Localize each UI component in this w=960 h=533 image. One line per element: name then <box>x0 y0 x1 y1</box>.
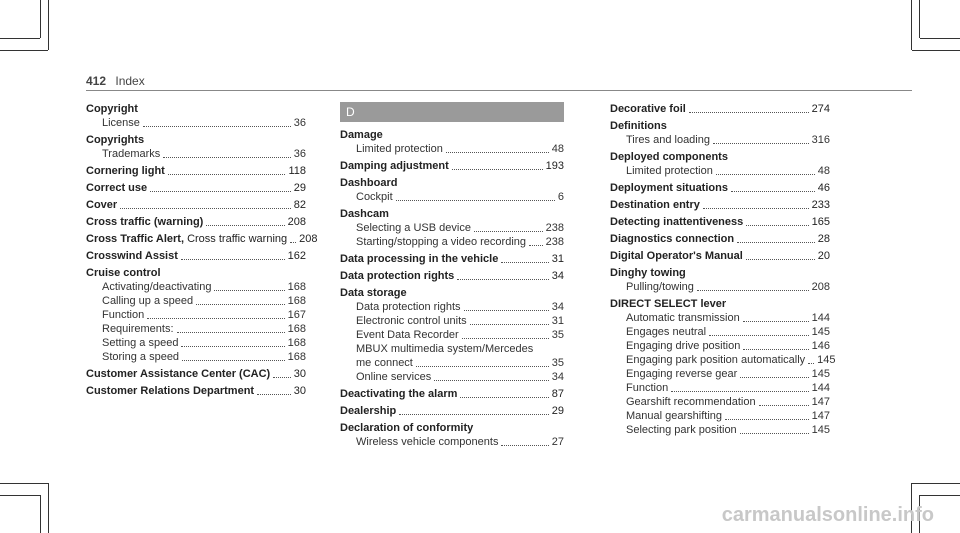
dot-leader <box>416 366 549 367</box>
index-column-2 <box>340 102 564 452</box>
page-reference[interactable]: 48 <box>817 165 830 177</box>
index-entry <box>340 387 564 401</box>
page-reference[interactable]: 147 <box>811 396 830 408</box>
crop-mark <box>920 38 960 39</box>
page-reference[interactable]: 30 <box>293 368 306 380</box>
index-entry <box>610 232 830 246</box>
index-entry <box>340 286 564 384</box>
crop-mark <box>912 483 960 484</box>
dot-leader <box>501 262 548 263</box>
page-reference[interactable]: 29 <box>551 405 564 417</box>
page-reference[interactable]: 274 <box>811 103 830 115</box>
index-subentry[interactable] <box>610 311 830 325</box>
dot-leader <box>168 174 286 175</box>
index-subentry[interactable] <box>340 300 564 314</box>
crop-mark <box>0 38 40 39</box>
index-subentry[interactable] <box>610 133 830 147</box>
crop-mark <box>919 0 920 38</box>
index-subentry[interactable] <box>86 322 306 336</box>
section-title: Index <box>115 74 145 88</box>
index-entry-heading[interactable] <box>340 404 564 418</box>
subentry-term: Function <box>102 309 145 321</box>
entry-term: Declaration of conformity <box>340 422 474 434</box>
entry-term: DIRECT SELECT lever <box>610 298 727 310</box>
index-entry-heading[interactable] <box>86 133 306 147</box>
index-subentry[interactable] <box>340 190 564 204</box>
dot-leader <box>120 208 291 209</box>
subentry-term: Engaging park position automatically <box>626 354 806 366</box>
dot-leader <box>716 174 815 175</box>
page-reference[interactable]: 28 <box>817 233 830 245</box>
index-entry <box>340 404 564 418</box>
index-entry <box>86 198 306 212</box>
page-reference[interactable]: 36 <box>293 117 306 129</box>
dot-leader <box>689 112 809 113</box>
dot-leader <box>759 405 809 406</box>
entry-term: Crosswind Assist <box>86 250 178 262</box>
crop-mark <box>48 0 49 50</box>
dot-leader <box>501 445 548 446</box>
index-subentry[interactable] <box>340 314 564 328</box>
entry-term: Dealership <box>340 405 397 417</box>
dot-leader <box>740 377 808 378</box>
dot-leader <box>671 391 808 392</box>
page-reference[interactable]: 146 <box>811 340 830 352</box>
page-reference[interactable]: 27 <box>551 436 564 448</box>
index-subentry[interactable] <box>340 221 564 235</box>
subentry-term: Engaging reverse gear <box>626 368 738 380</box>
dot-leader <box>434 380 549 381</box>
dot-leader <box>731 191 815 192</box>
entry-term: Cross traffic (warning) <box>86 216 204 228</box>
subentry-term: License <box>102 117 140 129</box>
index-entry <box>610 249 830 263</box>
page-reference[interactable]: 34 <box>551 371 564 383</box>
subentry-term: Event Data Recorder <box>356 329 459 341</box>
entry-term: Deployment situations <box>610 182 728 194</box>
crop-mark <box>912 50 960 51</box>
index-entry-heading[interactable] <box>86 164 306 178</box>
page-reference[interactable]: 31 <box>551 315 564 327</box>
dot-leader <box>163 157 290 158</box>
dot-leader <box>290 242 296 243</box>
dot-leader <box>740 433 809 434</box>
index-entry-heading[interactable] <box>86 232 318 246</box>
index-entry-heading[interactable] <box>86 249 306 263</box>
page-reference[interactable]: 147 <box>811 410 830 422</box>
index-column-1 <box>86 102 318 401</box>
index-entry <box>340 159 564 173</box>
index-subentry[interactable] <box>86 147 306 161</box>
subentry-term: Selecting park position <box>626 424 737 436</box>
page-reference[interactable]: 48 <box>551 143 564 155</box>
header-divider <box>86 90 912 91</box>
dot-leader <box>196 304 285 305</box>
page-reference[interactable]: 144 <box>811 312 830 324</box>
entry-term: Cornering light <box>86 165 165 177</box>
entry-term: Dashboard <box>340 177 398 189</box>
subentry-term: Engages neutral <box>626 326 707 338</box>
subentry-term: Function <box>626 382 669 394</box>
index-entry <box>340 269 564 283</box>
subentry-term: Gearshift recommendation <box>626 396 756 408</box>
subentry-term: Trademarks <box>102 148 161 160</box>
index-subentry: MBUX multimedia system/Mercedes <box>356 343 534 355</box>
dot-leader <box>746 259 815 260</box>
crop-mark <box>40 495 41 533</box>
index-entry <box>610 102 830 116</box>
index-subentry[interactable] <box>340 328 564 342</box>
entry-term: Digital Operator's Manual <box>610 250 743 262</box>
subentry-term: Wireless vehicle components <box>356 436 499 448</box>
index-entry-heading[interactable] <box>610 119 830 133</box>
index-entry <box>340 207 564 249</box>
subentry-term: Storing a speed <box>102 351 180 363</box>
subentry-term: Cockpit <box>356 191 393 203</box>
index-entry-heading[interactable] <box>340 252 564 266</box>
index-subentry[interactable] <box>86 294 306 308</box>
index-entry <box>610 266 830 294</box>
entry-term: Decorative foil <box>610 103 686 115</box>
entry-term: Data storage <box>340 287 407 299</box>
page-reference[interactable]: 238 <box>545 222 564 234</box>
subentry-term: Calling up a speed <box>102 295 194 307</box>
page-reference[interactable]: 145 <box>811 368 830 380</box>
index-subentry[interactable] <box>340 235 564 249</box>
dot-leader <box>808 363 814 364</box>
subentry-term: Activating/deactivating <box>102 281 212 293</box>
entry-term: Correct use <box>86 182 148 194</box>
dot-leader <box>703 208 809 209</box>
index-entry-heading[interactable] <box>340 421 564 435</box>
page-reference[interactable]: 165 <box>811 216 830 228</box>
index-entry-heading[interactable] <box>86 215 306 229</box>
subentry-term: me connect <box>356 357 413 369</box>
dot-leader <box>725 419 809 420</box>
page-reference[interactable]: 36 <box>293 148 306 160</box>
page-reference[interactable]: 145 <box>817 354 836 366</box>
dot-leader <box>743 321 809 322</box>
index-letter-heading: D <box>340 102 564 122</box>
dot-leader <box>713 143 809 144</box>
dot-leader <box>206 225 284 226</box>
page-reference[interactable]: 316 <box>811 134 830 146</box>
index-entry-heading[interactable] <box>610 249 830 263</box>
index-entry <box>610 198 830 212</box>
index-entry-heading[interactable] <box>610 198 830 212</box>
index-subentry[interactable] <box>610 381 830 395</box>
dot-leader <box>474 231 543 232</box>
index-entry-heading[interactable] <box>340 387 564 401</box>
subentry-term: Limited protection <box>626 165 713 177</box>
index-entry <box>340 128 564 156</box>
index-entry <box>86 164 306 178</box>
crop-mark <box>48 483 49 533</box>
entry-term: Damping adjustment <box>340 160 449 172</box>
index-entry-heading[interactable] <box>340 269 564 283</box>
page-reference[interactable]: 208 <box>287 216 306 228</box>
index-subentry[interactable] <box>86 308 306 322</box>
index-subentry[interactable] <box>610 164 830 178</box>
dot-leader <box>399 414 549 415</box>
page-reference[interactable]: 144 <box>811 382 830 394</box>
crop-mark <box>0 495 40 496</box>
dot-leader <box>746 225 808 226</box>
index-entry-heading[interactable] <box>610 266 830 280</box>
index-column-3 <box>610 102 836 440</box>
entry-term: Detecting inattentiveness <box>610 216 744 228</box>
subentry-term: Starting/stopping a video recording <box>356 236 526 248</box>
entry-term: Deployed components <box>610 151 728 163</box>
entry-term: Definitions <box>610 120 667 132</box>
page-reference[interactable]: 34 <box>551 270 564 282</box>
dot-leader <box>214 290 284 291</box>
index-entry-heading[interactable] <box>340 176 564 190</box>
index-subentry[interactable] <box>610 339 830 353</box>
index-subentry[interactable] <box>340 142 564 156</box>
index-entry <box>86 249 306 263</box>
dot-leader <box>470 324 549 325</box>
dot-leader <box>273 377 291 378</box>
index-entry-heading[interactable] <box>610 150 830 164</box>
entry-term-continuation: Cross traffic warning <box>184 233 288 245</box>
index-entry-heading[interactable] <box>610 297 830 311</box>
crop-mark <box>40 0 41 38</box>
index-entry <box>86 367 306 381</box>
index-entry-heading[interactable] <box>86 367 306 381</box>
subentry-term: Data protection rights <box>356 301 461 313</box>
page-reference[interactable]: 20 <box>817 250 830 262</box>
subentry-term: Requirements: <box>102 323 174 335</box>
page-reference[interactable]: 208 <box>811 281 830 293</box>
page-number: 412 <box>86 74 107 88</box>
page-reference[interactable]: 82 <box>293 199 306 211</box>
dot-leader <box>462 338 549 339</box>
dot-leader <box>143 126 291 127</box>
dot-leader <box>452 169 543 170</box>
dot-leader <box>460 397 548 398</box>
index-subentry[interactable] <box>86 280 306 294</box>
subentry-term: Automatic transmission <box>626 312 740 324</box>
entry-term: Diagnostics connection <box>610 233 735 245</box>
page-reference[interactable]: 31 <box>551 253 564 265</box>
subentry-term: Electronic control units <box>356 315 467 327</box>
subentry-term: Engaging drive position <box>626 340 741 352</box>
dot-leader <box>181 259 285 260</box>
index-entry-heading[interactable] <box>610 102 830 116</box>
index-entry <box>86 384 306 398</box>
page-reference[interactable]: 145 <box>811 424 830 436</box>
entry-term: Dinghy towing <box>610 267 686 279</box>
index-entry-heading[interactable] <box>340 286 564 300</box>
page-reference[interactable]: 208 <box>299 233 318 245</box>
subentry-term: Manual gearshifting <box>626 410 723 422</box>
dot-leader <box>150 191 291 192</box>
entry-term: Cross Traffic Alert, Cross traffic warning <box>86 233 288 245</box>
crop-mark <box>0 50 48 51</box>
page-reference[interactable]: 168 <box>287 351 306 363</box>
index-entry <box>86 215 306 229</box>
entry-term: Customer Relations Department <box>86 385 255 397</box>
index-entry <box>86 133 306 161</box>
dot-leader <box>257 394 291 395</box>
dot-leader <box>457 279 548 280</box>
subentry-term: Tires and loading <box>626 134 710 146</box>
page-reference[interactable]: 35 <box>551 329 564 341</box>
dot-leader <box>147 318 284 319</box>
dot-leader <box>446 152 549 153</box>
index-subentry[interactable] <box>610 367 830 381</box>
entry-term: Destination entry <box>610 199 700 211</box>
index-subentry[interactable] <box>340 356 564 370</box>
subentry-term: Online services <box>356 371 432 383</box>
page-reference[interactable]: 35 <box>551 357 564 369</box>
index-entry <box>610 150 830 178</box>
index-entry <box>86 266 306 364</box>
index-entry <box>86 232 318 246</box>
dot-leader <box>182 360 285 361</box>
index-subentry[interactable] <box>340 370 564 384</box>
subentry-term: Selecting a USB device <box>356 222 471 234</box>
dot-leader <box>177 332 285 333</box>
index-entry <box>86 181 306 195</box>
index-entry-heading[interactable] <box>86 266 306 280</box>
page-reference[interactable]: 6 <box>557 191 564 203</box>
index-entry <box>340 421 564 449</box>
index-entry <box>340 252 564 266</box>
dot-leader <box>697 290 809 291</box>
dot-leader <box>709 335 809 336</box>
page-reference[interactable]: 168 <box>287 295 306 307</box>
index-entry <box>610 215 830 229</box>
index-subentry[interactable] <box>610 395 830 409</box>
entry-term: Cover <box>86 199 118 211</box>
crop-mark <box>920 495 960 496</box>
page-reference[interactable]: 87 <box>551 388 564 400</box>
index-entry <box>610 119 830 147</box>
page-reference[interactable]: 46 <box>817 182 830 194</box>
page-reference[interactable]: 238 <box>545 236 564 248</box>
entry-term: Cruise control <box>86 267 161 279</box>
page-reference[interactable]: 145 <box>811 326 830 338</box>
subentry-term: Setting a speed <box>102 337 179 349</box>
page-reference[interactable]: 30 <box>293 385 306 397</box>
index-entry <box>610 181 830 195</box>
index-subentry[interactable] <box>610 423 830 437</box>
index-entry-heading[interactable] <box>86 384 306 398</box>
index-entry-heading[interactable] <box>610 232 830 246</box>
entry-term: Data protection rights <box>340 270 455 282</box>
dot-leader <box>181 346 284 347</box>
index-subentry[interactable] <box>340 435 564 449</box>
index-entry <box>610 297 836 437</box>
page-reference[interactable]: 168 <box>287 281 306 293</box>
index-entry-heading[interactable] <box>340 128 564 142</box>
page-reference[interactable]: 34 <box>551 301 564 313</box>
index-entry-heading[interactable] <box>86 198 306 212</box>
dot-leader <box>743 349 808 350</box>
page-reference[interactable]: 162 <box>287 250 306 262</box>
index-subentry[interactable] <box>86 116 306 130</box>
index-subentry[interactable] <box>86 350 306 364</box>
index-entry <box>86 102 306 130</box>
index-subentry[interactable] <box>86 336 306 350</box>
dot-leader <box>396 200 555 201</box>
page-reference[interactable]: 29 <box>293 182 306 194</box>
index-subentry[interactable] <box>610 409 830 423</box>
page-header <box>86 74 145 88</box>
index-entry-heading[interactable] <box>86 181 306 195</box>
entry-term: Data processing in the vehicle <box>340 253 499 265</box>
dot-leader <box>737 242 815 243</box>
crop-mark <box>0 483 48 484</box>
entry-term: Deactivating the alarm <box>340 388 458 400</box>
dot-leader <box>529 245 543 246</box>
page-reference[interactable]: 233 <box>811 199 830 211</box>
index-subentry[interactable] <box>610 325 830 339</box>
entry-term: Copyrights <box>86 134 145 146</box>
index-subentry[interactable] <box>610 280 830 294</box>
page-reference[interactable]: 167 <box>287 309 306 321</box>
entry-term: Customer Assistance Center (CAC) <box>86 368 271 380</box>
index-entry-heading[interactable] <box>610 215 830 229</box>
watermark: carmanualsonline.info <box>721 504 934 526</box>
subentry-term: Limited protection <box>356 143 443 155</box>
entry-term: Copyright <box>86 103 138 115</box>
page-reference[interactable]: 118 <box>288 165 306 177</box>
index-entry-heading[interactable] <box>610 181 830 195</box>
index-entry <box>340 176 564 204</box>
dot-leader <box>464 310 549 311</box>
index-entry-heading[interactable] <box>340 159 564 173</box>
index-subentry[interactable] <box>610 353 836 367</box>
entry-term: Damage <box>340 129 383 141</box>
index-entry-heading[interactable] <box>86 102 306 116</box>
crop-mark <box>911 0 912 50</box>
page-reference[interactable]: 193 <box>545 160 564 172</box>
entry-term: Dashcam <box>340 208 389 220</box>
subentry-term: Pulling/towing <box>626 281 694 293</box>
index-entry-heading[interactable] <box>340 207 564 221</box>
page-reference[interactable]: 168 <box>287 337 306 349</box>
page-reference[interactable]: 168 <box>287 323 306 335</box>
